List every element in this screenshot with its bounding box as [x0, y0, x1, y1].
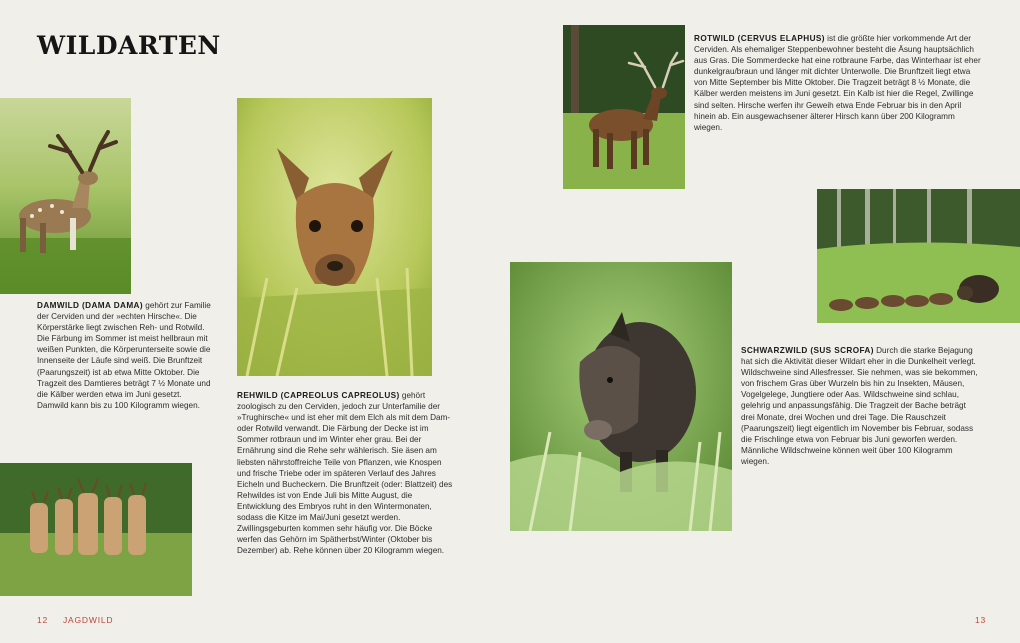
rehwild-text: gehört zoologisch zu den Cerviden, jedoch zur Unterfamilie der »Trughirsche« und ist eher mit dem Elch als mit dem Dam- oder Rotwild verwandt. Die Färbung der Decke ist im Sommer rotbraun und im Winter eher grau. Bei der Ernährung sind die Rehe sehr wählerisch. Sie äsen am liebsten nährstoffreiche Teile von Pflanzen, wie Knospen und frische Triebe oder im späteren Verlauf des Jahres Eicheln und Bucheckern. Die Brunftzeit (oder: Blattzeit) des Rehwildes ist von Ende Juli bis Mitte August, die Entwicklung des Embryos ruht in den Wintermonaten, sodass die Kitze im Mai/Juni gesetzt werden. Zwillingsgeburten kommen sehr häufig vor. Die Böcke werfen das Gehörn im Spätherbst/Winter (Oktober bis Dezember) ab. Rehe können über 20 Kilogramm wiegen. — [237, 391, 453, 556]
red-deer-stag-photo — [563, 25, 685, 189]
rehwild-description — [237, 390, 457, 556]
section-name: JAGDWILD — [63, 615, 114, 625]
wild-boar-herd-photo — [817, 189, 1020, 323]
page-title: WILDARTEN — [37, 31, 221, 60]
right-page-number: 13 — [975, 615, 987, 625]
wild-boar-photo — [510, 262, 732, 531]
roe-deer-photo — [237, 98, 432, 376]
rehwild-heading: REHWILD (CAPREOLUS CAPREOLUS) — [237, 391, 400, 400]
schwarzwild-heading: SCHWARZWILD (SUS SCROFA) — [741, 346, 874, 355]
schwarzwild-text: Durch die starke Bejagung hat sich die Aktivität dieser Wildart eher in die Dunkelheit verlegt. Wildschweine sind Allesfresser. Sie nehmen, was sie bekommen, von frischem Gras über Wurzeln bis hin zu Insekten, Mäusen, Vogelgelege, Jungtiere oder Aas. Wildschweine sind schlau, gelehrig und anpassungsfähig. Die Tragzeit der Bache beträgt drei Monate, drei Wochen und drei Tage. Die Rauschzeit (Paarungszeit) liegt eigentlich im November bis Februar, sodass die Frischlinge etwa von Februar bis Juni geworfen werden. Männliche Wildschweine können weit über 100 Kilogramm wiegen. — [741, 346, 978, 466]
damwild-heading: DAMWILD (DAMA DAMA) — [37, 301, 143, 310]
damwild-description — [37, 300, 213, 411]
damwild-text: gehört zur Familie der Cerviden und der »echten Hirsche«. Die Körperstärke liegt zwischen Reh- und Rotwild. Die Färbung im Sommer ist meist hellbraun mit weißen Punkten, die Körperunterseite sowie die Innenseite der Läufe sind weiß. Die Brunftzeit (Paarungszeit) ist ab etwa Mitte Oktober. Die Tragzeit des Damtieres beträgt 7 ½ Monate und die Kälber werden etwa im Juni gesetzt. Damwild kann bis zu 100 Kilogramm wiegen. — [37, 301, 211, 410]
fallow-deer-herd-photo — [0, 463, 192, 596]
left-page-number: 12 — [37, 615, 49, 625]
rotwild-heading: ROTWILD (CERVUS ELAPHUS) — [694, 34, 825, 43]
schwarzwild-description — [741, 345, 981, 467]
rotwild-description — [694, 33, 982, 133]
rotwild-text: ist die größte hier vorkommende Art der Cerviden. Als ehemaliger Steppenbewohner besteht die Äsung hauptsächlich aus Gras. Die Sommerdecke hat eine rotbraune Farbe, das Winterhaar ist eher dunkelgrau/braun und länger mit dichter Unterwolle. Die Brunftzeit liegt etwa von Mitte September bis Mitte Oktober. Die Tragzeit beträgt 8 ½ Monate, die Kälber werden meistens im Juni gesetzt. Ein Kalb ist hier die Regel, Zwillinge sind selten. Hirsche werfen ihr Geweih etwa Ende Februar bis in den April hinein ab. Ein ausgewachsener älterer Hirsch kann über 200 Kilogramm wiegen. — [694, 34, 981, 132]
fallow-deer-stag-photo — [0, 98, 131, 294]
